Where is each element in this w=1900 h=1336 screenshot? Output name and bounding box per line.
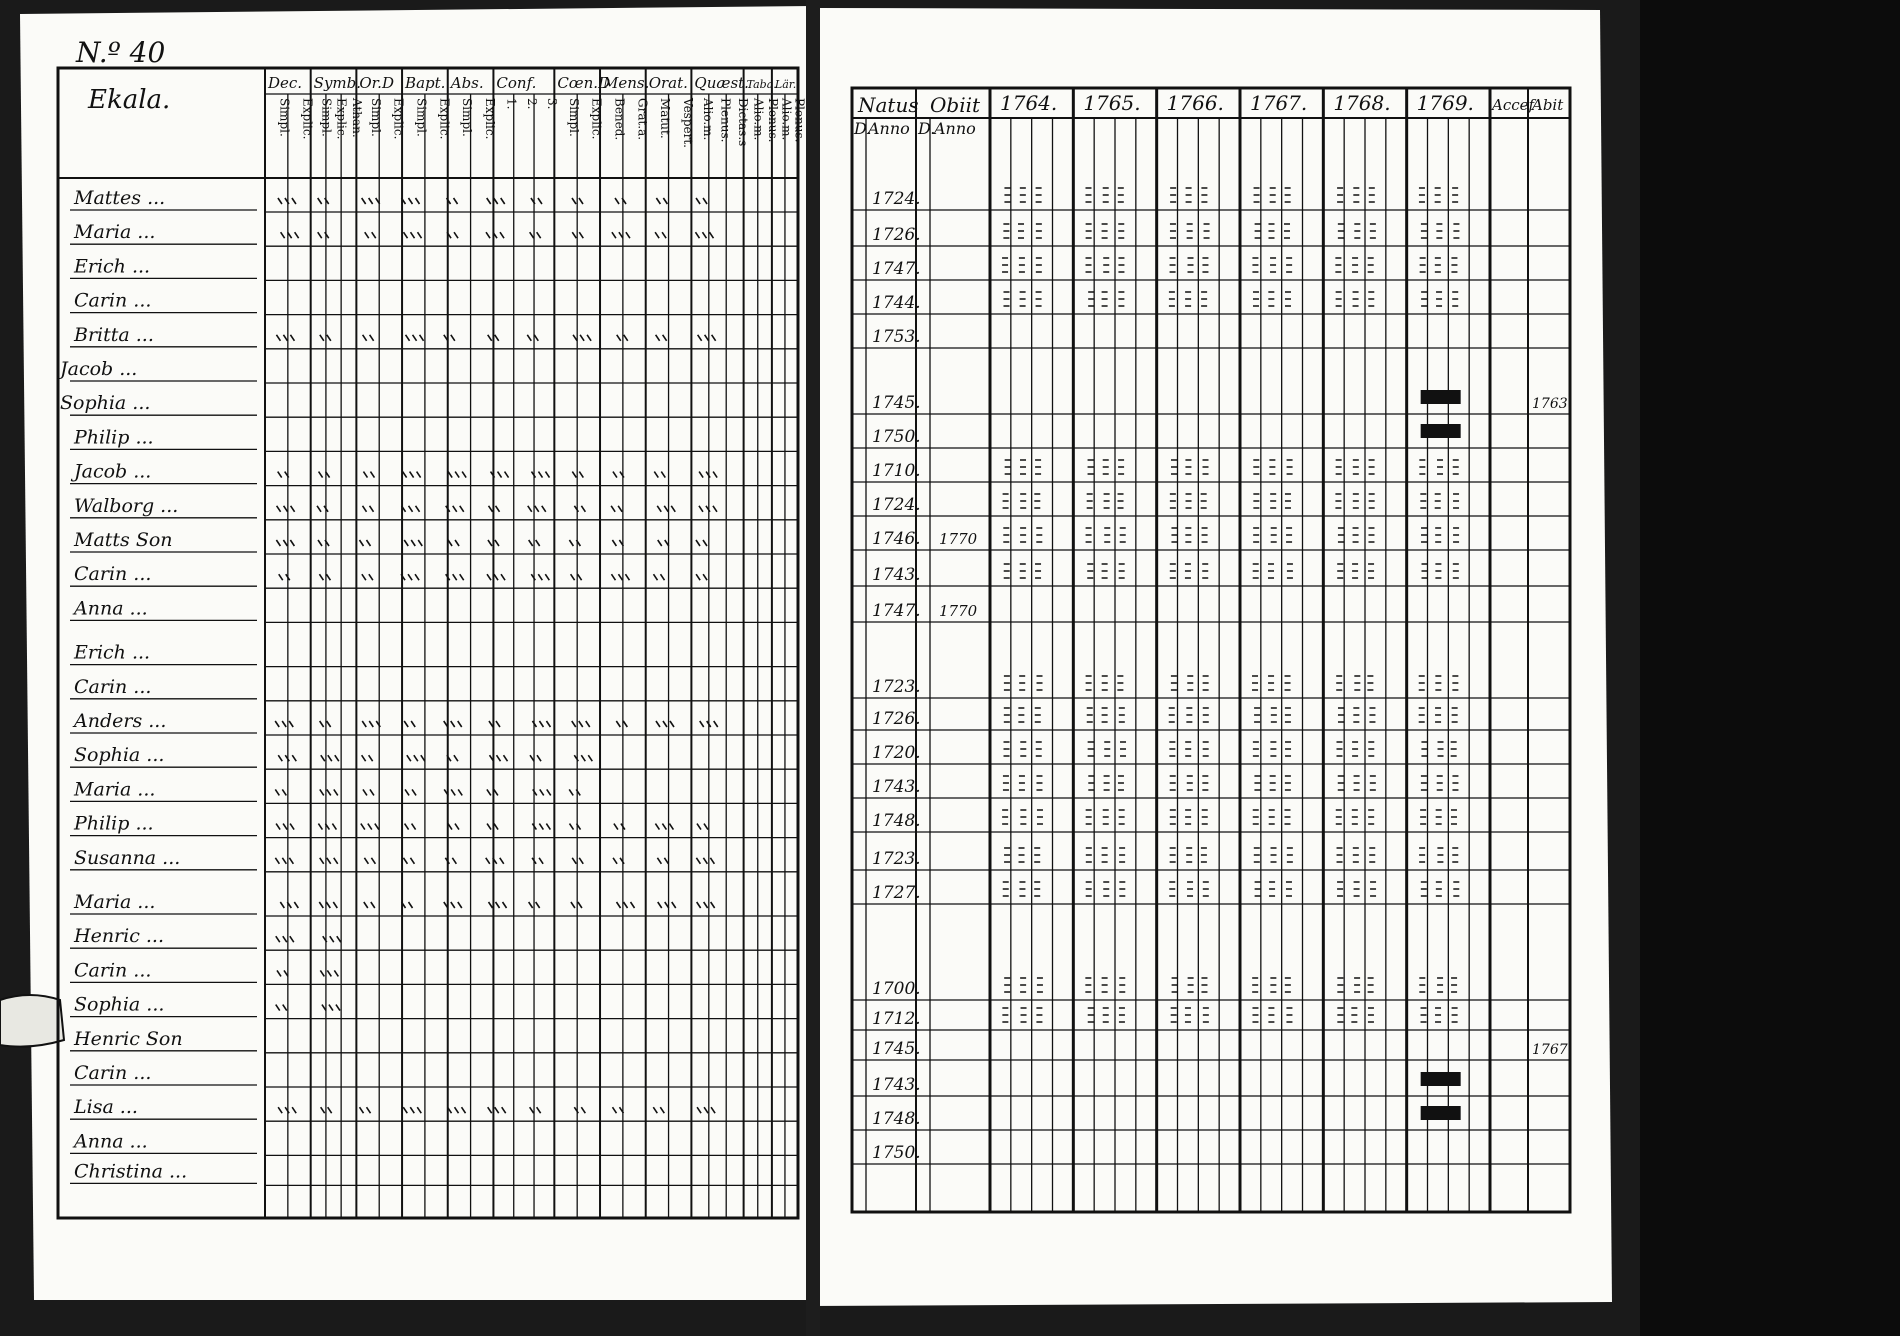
column-group-header: Cœn.D — [557, 74, 611, 92]
obiit-d-header: D. — [918, 119, 936, 138]
birth-year: 1726. — [872, 225, 921, 245]
resident-name: Erich ... — [74, 255, 151, 278]
year-header: 1766. — [1166, 91, 1224, 115]
column-subheader: Plenus. — [792, 98, 807, 143]
page-number: N.º 40 — [76, 36, 166, 69]
column-group-header: Symb. — [313, 74, 362, 92]
abiit-year: 1763 — [1532, 396, 1568, 412]
column-subheader: Plenus. — [718, 98, 733, 143]
column-group-header: Orat. — [648, 74, 688, 92]
resident-name: Jacob ... — [60, 358, 138, 380]
column-subheader: Grat.a. — [635, 98, 650, 141]
column-subheader: Vespert. — [680, 98, 695, 148]
column-subheader: Explic. — [300, 98, 315, 140]
column-subheader: Matut. — [658, 98, 673, 139]
column-subheader: Explic. — [483, 98, 498, 140]
birth-year: 1743. — [872, 777, 921, 797]
column-subheader: 1. — [504, 98, 519, 110]
resident-name: Anna ... — [74, 1130, 148, 1153]
ink-blot — [1421, 390, 1461, 404]
column-group-header: Quæst. — [694, 74, 749, 92]
resident-name: Philip ... — [74, 812, 154, 835]
resident-name: Erich ... — [74, 641, 151, 664]
village-heading: Ekala. — [88, 85, 171, 115]
resident-name: Henric Son — [74, 1027, 183, 1050]
birth-year: 1712. — [872, 1009, 921, 1029]
dark-margin — [1640, 0, 1900, 1336]
birth-year: 1720. — [872, 743, 921, 763]
column-group-header: Taba. — [746, 78, 777, 91]
obiit-year: 1770 — [939, 602, 978, 620]
column-group-header: Mens. — [603, 74, 650, 92]
resident-name: Sophia ... — [74, 744, 165, 767]
thumb-shape — [0, 995, 64, 1047]
birth-year: 1750. — [872, 427, 921, 447]
column-subheader: Simpl. — [460, 98, 475, 137]
abiit-header: Abit — [1532, 96, 1564, 114]
natus-header: Natus — [858, 93, 919, 117]
column-subheader: Explic. — [334, 98, 349, 140]
birth-year: 1748. — [872, 811, 921, 831]
ink-blot — [1421, 424, 1461, 438]
birth-year: 1726. — [872, 709, 921, 729]
resident-name: Walborg ... — [74, 494, 179, 517]
birth-year: 1747. — [872, 259, 921, 279]
natus-anno-header: Anno — [868, 119, 910, 138]
resident-name: Carin ... — [74, 675, 152, 698]
column-subheader: Dictas.s — [735, 98, 750, 147]
birth-year: 1748. — [872, 1109, 921, 1129]
birth-year: 1723. — [872, 849, 921, 869]
birth-year: 1723. — [872, 677, 921, 697]
resident-name: Christina ... — [74, 1160, 188, 1183]
resident-name: Sophia ... — [74, 993, 165, 1016]
resident-name: Carin ... — [74, 289, 152, 312]
birth-year: 1710. — [872, 461, 921, 481]
resident-name: Mattes ... — [74, 187, 166, 209]
column-subheader: 3. — [545, 98, 560, 110]
column-subheader: Explic. — [589, 98, 604, 140]
resident-name: Susanna ... — [74, 846, 181, 869]
year-header: 1765. — [1083, 91, 1141, 115]
column-subheader: Explic. — [437, 98, 452, 140]
column-subheader: Simpl. — [414, 98, 429, 137]
natus-d-header: D. — [854, 119, 872, 138]
column-subheader: Athan. — [349, 98, 364, 138]
birth-year: 1727. — [872, 883, 921, 903]
column-subheader: Alio.m. — [701, 98, 716, 141]
birth-year: 1745. — [872, 393, 921, 413]
accessit-header: Accef — [1492, 96, 1535, 114]
resident-name: Philip ... — [74, 426, 154, 449]
resident-name: Jacob ... — [74, 460, 152, 483]
column-subheader: Explic. — [391, 98, 406, 140]
column-group-header: Or.D — [359, 74, 394, 92]
column-group-header: Lär. — [774, 78, 797, 91]
resident-name: Sophia ... — [60, 392, 151, 415]
abiit-year: 1767 — [1532, 1042, 1568, 1058]
resident-name: Carin ... — [74, 1062, 152, 1084]
book-gutter — [806, 0, 820, 1336]
column-subheader: Alio.m. — [779, 98, 794, 141]
birth-year: 1743. — [872, 565, 921, 585]
column-group-header: Abs. — [450, 74, 484, 92]
resident-name: Maria ... — [74, 891, 156, 913]
birth-year: 1750. — [872, 1143, 921, 1163]
year-header: 1769. — [1416, 91, 1474, 115]
column-subheader: Simpl. — [368, 98, 383, 137]
birth-year: 1724. — [872, 495, 921, 515]
resident-name: Lisa ... — [74, 1096, 138, 1119]
birth-year: 1700. — [872, 979, 921, 999]
resident-name: Maria ... — [74, 221, 156, 244]
resident-name: Anders ... — [74, 710, 167, 732]
column-subheader: Bened. — [612, 98, 627, 141]
birth-year: 1744. — [872, 293, 921, 313]
year-header: 1767. — [1250, 91, 1308, 115]
column-subheader: Simpl. — [566, 98, 581, 137]
birth-year: 1746. — [872, 529, 921, 549]
resident-name: Britta ... — [74, 323, 154, 346]
ink-blot — [1421, 1072, 1461, 1086]
obiit-header: Obiit — [930, 93, 981, 117]
column-subheader: Plenus. — [765, 98, 780, 143]
column-subheader: 2. — [524, 98, 539, 110]
resident-name: Maria ... — [74, 778, 156, 801]
column-subheader: Simpl. — [277, 98, 292, 137]
resident-name: Anna ... — [74, 597, 148, 620]
resident-name: Carin ... — [74, 959, 152, 982]
column-subheader: Alio.m. — [751, 98, 766, 141]
column-subheader: Simpl. — [319, 98, 334, 137]
birth-year: 1745. — [872, 1039, 921, 1059]
ink-blot — [1421, 1106, 1461, 1120]
obiit-year: 1770 — [939, 530, 978, 548]
column-group-header: Bapt. — [405, 74, 446, 92]
year-header: 1764. — [1000, 91, 1058, 115]
birth-year: 1743. — [872, 1075, 921, 1095]
year-header: 1768. — [1333, 91, 1391, 115]
birth-year: 1747. — [872, 601, 921, 621]
obiit-anno-header: Anno — [934, 119, 976, 138]
birth-year: 1724. — [872, 189, 921, 209]
birth-year: 1753. — [872, 327, 921, 347]
column-group-header: Dec. — [268, 74, 303, 92]
resident-name: Matts Son — [74, 529, 173, 551]
column-group-header: Conf. — [496, 74, 537, 92]
resident-name: Henric ... — [74, 925, 165, 948]
resident-name: Carin ... — [74, 563, 152, 586]
